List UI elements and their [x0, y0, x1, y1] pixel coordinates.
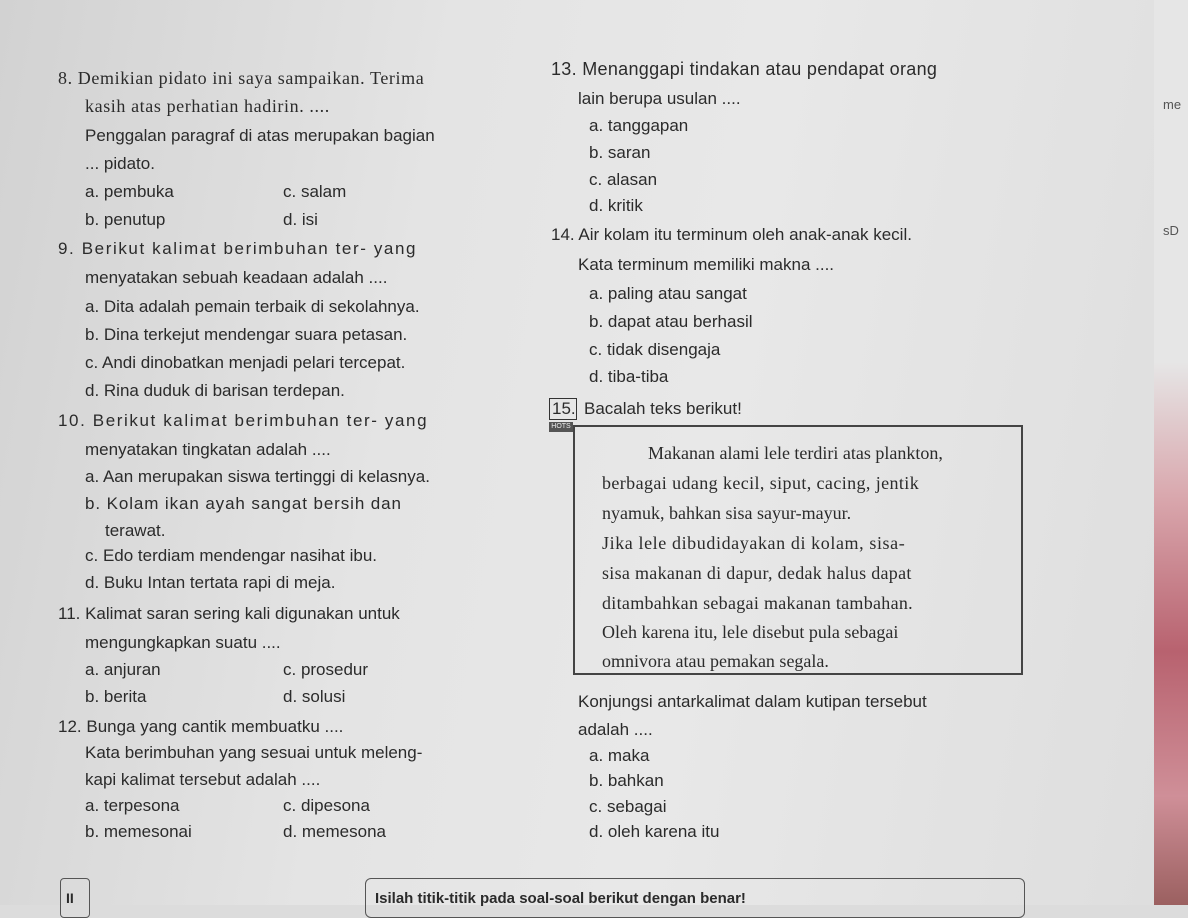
section-number: II — [66, 890, 74, 906]
q13-line1: 13. Menanggapi tindakan atau pendapat orang — [551, 59, 938, 79]
q15-number: 15. — [552, 399, 576, 418]
q13-option-c: c. alasan — [589, 170, 658, 189]
q11-option-b: b. berita — [85, 687, 147, 706]
q9-option-c: c. Andi dinobatkan menjadi pelari tercepat. — [85, 353, 406, 372]
q14-line2: Kata terminum memiliki makna .... — [578, 255, 835, 274]
q12-line1: 12. Bunga yang cantik membuatku .... — [58, 717, 344, 736]
q15-text-line3: nyamuk, bahkan sisa sayur-mayur. — [602, 503, 852, 523]
q12-option-d: d. memesona — [283, 822, 386, 841]
q9-option-b: b. Dina terkejut mendengar suara petasan. — [85, 325, 408, 344]
q11-option-a: a. anjuran — [85, 660, 161, 679]
edge-text-sd: sD — [1163, 223, 1179, 238]
q8-line3: Penggalan paragraf di atas merupakan bagian — [85, 126, 435, 145]
q8-line4: ... pidato. — [85, 154, 155, 173]
q15-question-line1: Konjungsi antarkalimat dalam kutipan tersebut — [578, 692, 927, 711]
q15-question-line2: adalah .... — [578, 720, 653, 739]
q12-option-b: b. memesonai — [85, 822, 192, 841]
hots-badge: HOTS — [549, 422, 573, 432]
q10-line2: menyatakan tingkatan adalah .... — [85, 440, 331, 459]
q11-line2: mengungkapkan suatu .... — [85, 633, 281, 652]
q14-option-b: b. dapat atau berhasil — [589, 312, 753, 331]
q8-option-d: d. isi — [283, 210, 318, 229]
q15-option-d: d. oleh karena itu — [589, 822, 720, 841]
q10-option-b-line1: b. Kolam ikan ayah sangat bersih dan — [85, 494, 402, 513]
q9-line1: 9. Berikut kalimat berimbuhan ter- yang — [58, 239, 418, 258]
q8-option-a: a. pembuka — [85, 182, 174, 201]
q13-option-a: a. tanggapan — [589, 116, 689, 135]
q10-option-b-line2: terawat. — [105, 521, 166, 540]
q11-line1: 11. Kalimat saran sering kali digunakan untuk — [58, 604, 400, 623]
q12-option-a: a. terpesona — [85, 796, 180, 815]
q15-text-line1: Makanan alami lele terdiri atas plankton, — [648, 443, 943, 463]
q13-option-b: b. saran — [589, 143, 651, 162]
q15-option-b: b. bahkan — [589, 771, 664, 790]
q8-option-b: b. penutup — [85, 210, 166, 229]
section-instruction: Isilah titik-titik pada soal-soal berikut dengan benar! — [375, 890, 746, 907]
q15-text-line4: Jika lele dibudidayakan di kolam, sisa- — [602, 533, 906, 553]
q15-prompt: Bacalah teks berikut! — [584, 399, 742, 418]
q14-line1: 14. Air kolam itu terminum oleh anak-anak kecil. — [551, 225, 912, 244]
q10-line1: 10. Berikut kalimat berimbuhan ter- yang — [58, 411, 429, 430]
q15-text-line6: ditambahkan sebagai makanan tambahan. — [602, 593, 913, 613]
q14-option-d: d. tiba-tiba — [589, 367, 669, 386]
edge-text-me: me — [1163, 97, 1182, 112]
q9-option-d: d. Rina duduk di barisan terdepan. — [85, 381, 345, 400]
q14-option-a: a. paling atau sangat — [589, 284, 747, 303]
q9-option-a: a. Dita adalah pemain terbaik di sekolahnya. — [85, 297, 420, 316]
next-page-edge — [1154, 0, 1188, 905]
q15-text-line2: berbagai udang kecil, siput, cacing, jentik — [602, 473, 920, 493]
q11-option-c: c. prosedur — [283, 660, 369, 679]
q15-text-line8: omnivora atau pemakan segala. — [602, 651, 829, 671]
q13-line2: lain berupa usulan .... — [578, 89, 741, 108]
q8-line2: kasih atas perhatian hadirin. .... — [85, 96, 330, 116]
q11-option-d: d. solusi — [283, 687, 346, 706]
q10-option-d: d. Buku Intan tertata rapi di meja. — [85, 573, 336, 592]
q8-option-c: c. salam — [283, 182, 347, 201]
q10-option-c: c. Edo terdiam mendengar nasihat ibu. — [85, 546, 378, 565]
q15-option-c: c. sebagai — [589, 797, 667, 816]
q15-option-a: a. maka — [589, 746, 650, 765]
section-number-box — [60, 878, 90, 918]
q12-option-c: c. dipesona — [283, 796, 370, 815]
q14-option-c: c. tidak disengaja — [589, 340, 721, 359]
q13-option-d: d. kritik — [589, 196, 643, 215]
q8-line1: 8. Demikian pidato ini saya sampaikan. Terima — [58, 68, 425, 88]
q15-text-line5: sisa makanan di dapur, dedak halus dapat — [602, 563, 912, 583]
q15-text-line7: Oleh karena itu, lele disebut pula sebagai — [602, 622, 899, 642]
q9-line2: menyatakan sebuah keadaan adalah .... — [85, 268, 388, 287]
q12-line3: kapi kalimat tersebut adalah .... — [85, 770, 321, 789]
q12-line2: Kata berimbuhan yang sesuai untuk meleng- — [85, 743, 423, 762]
q10-option-a: a. Aan merupakan siswa tertinggi di kelasnya. — [85, 467, 430, 486]
